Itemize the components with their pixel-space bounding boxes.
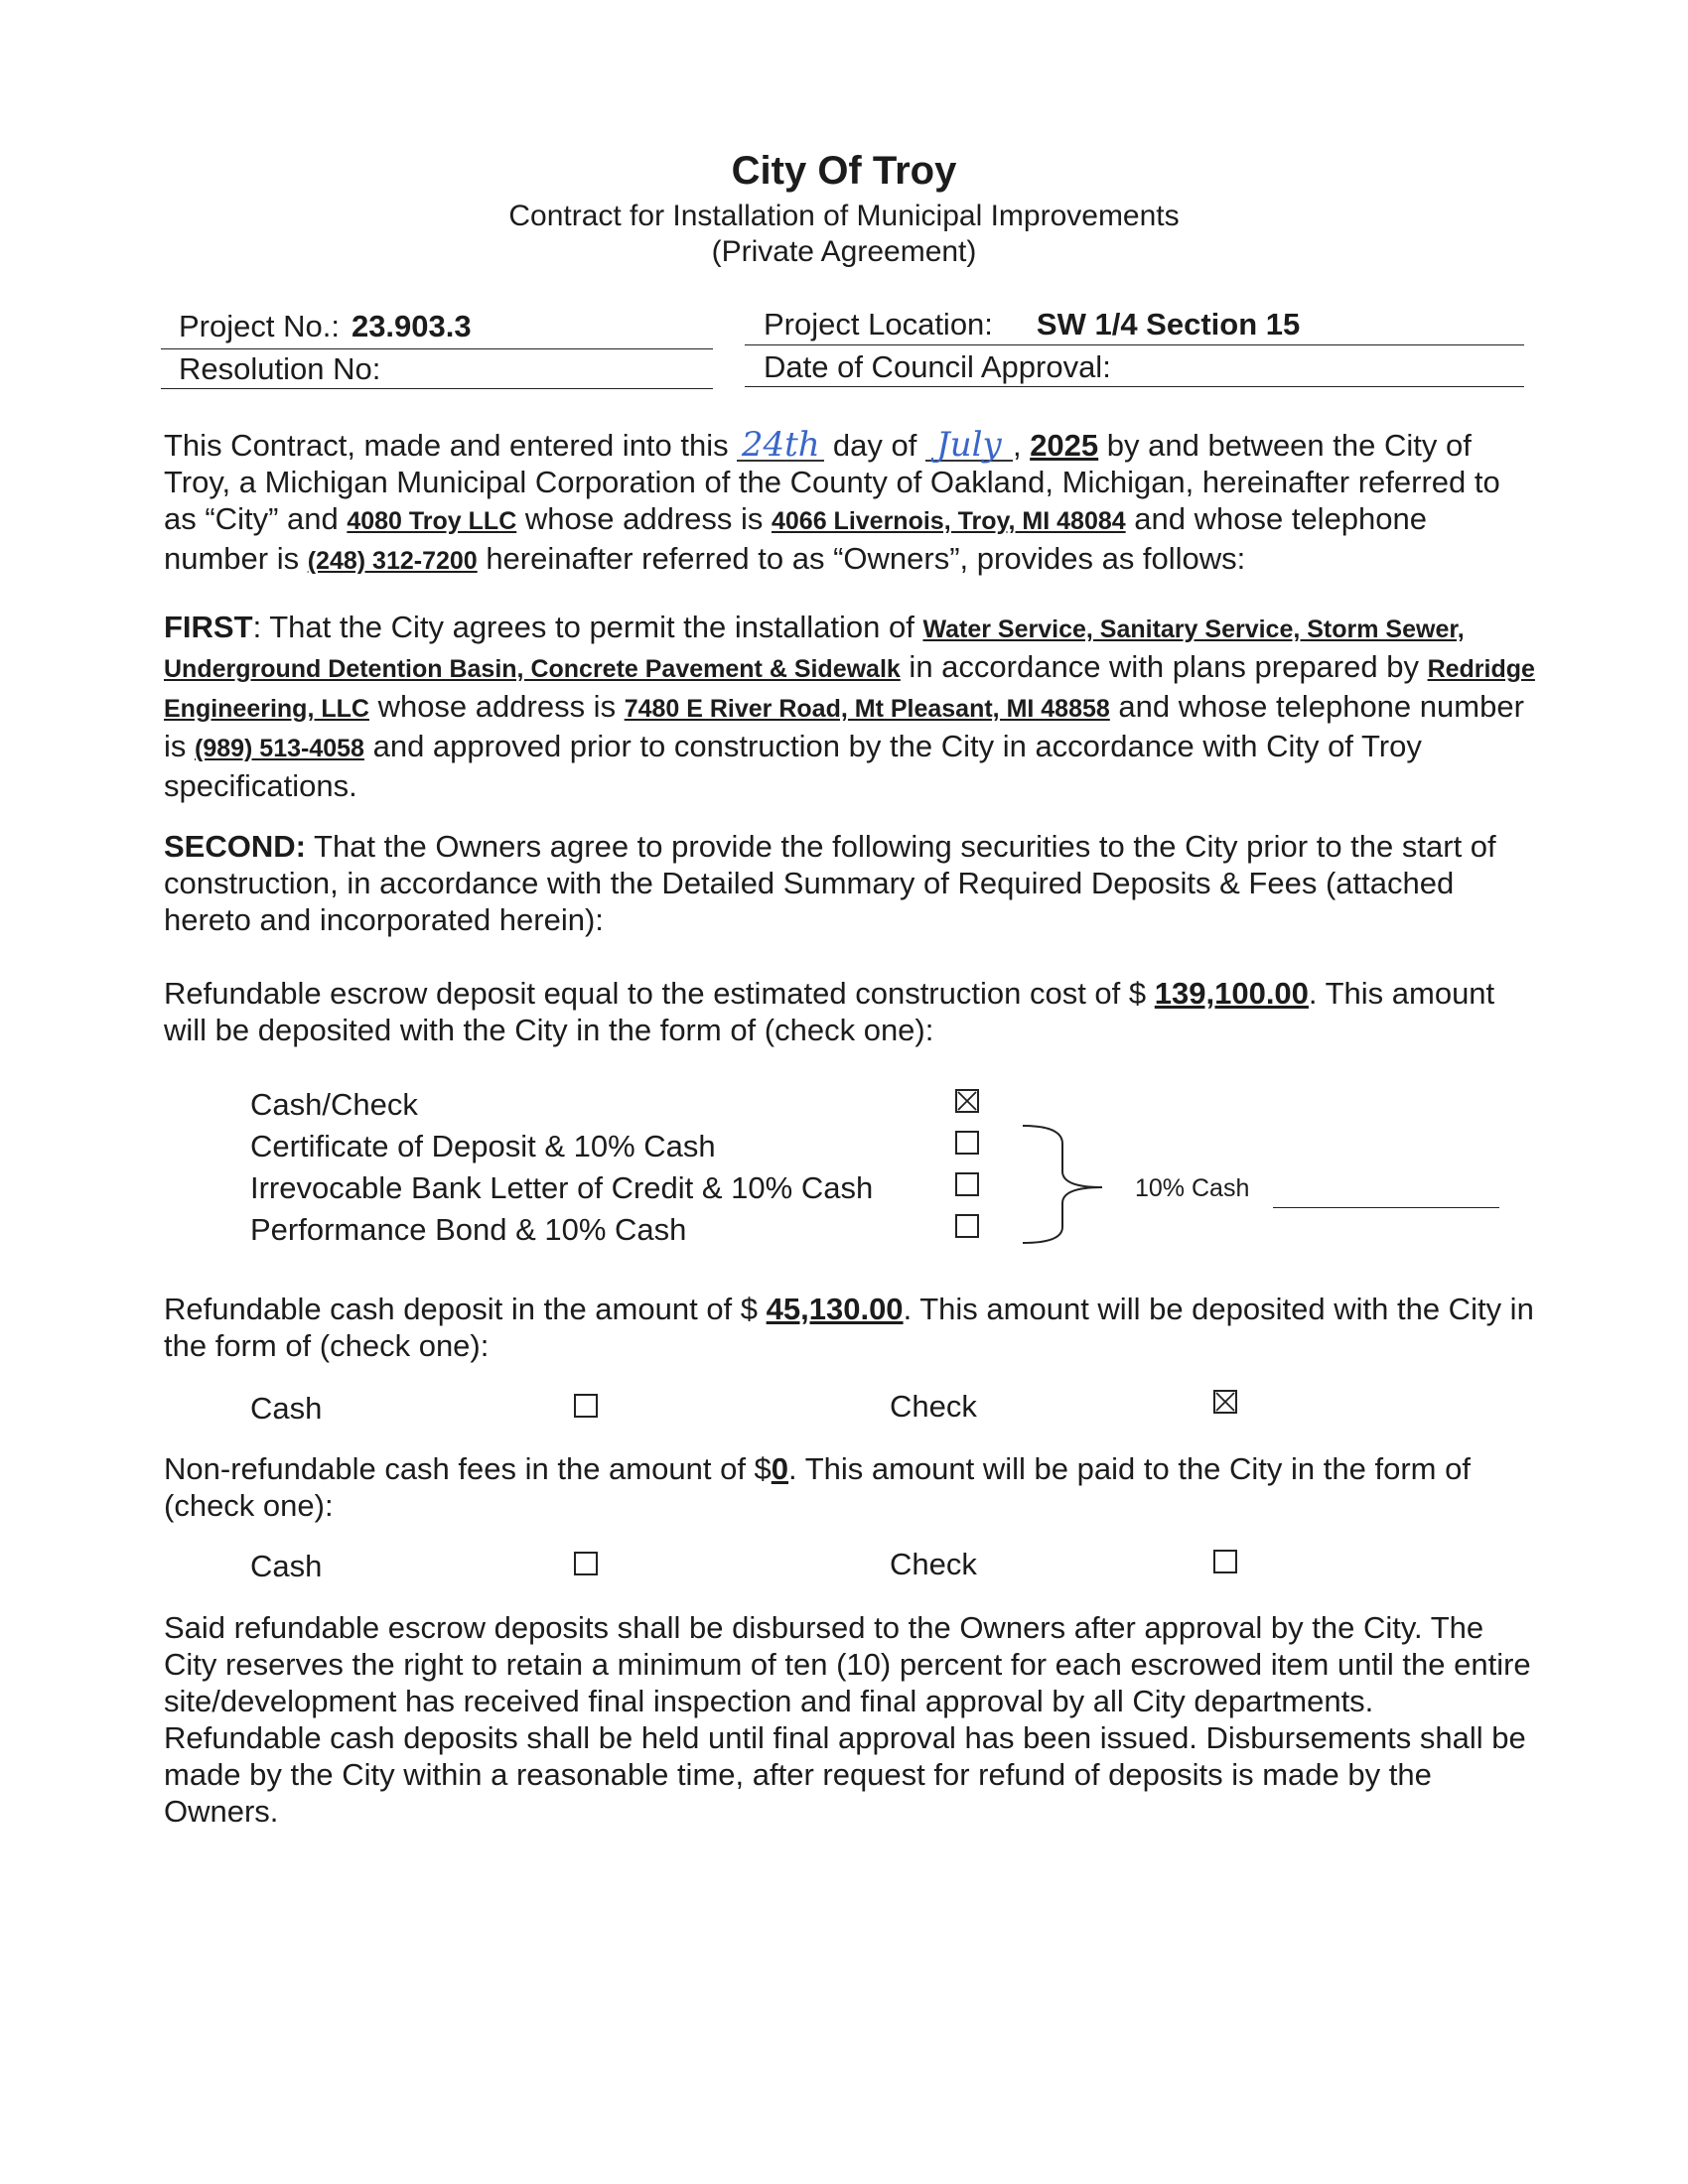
escrow-option-label: Cash/Check	[250, 1087, 418, 1122]
resolution-field	[179, 351, 392, 387]
intro-text: This Contract, made and entered into this	[164, 428, 738, 463]
fees-text: Non-refundable cash fees in the amount of $	[164, 1451, 772, 1486]
escrow-option-label: Certificate of Deposit & 10% Cash	[250, 1129, 716, 1163]
intro-paragraph	[164, 427, 1539, 580]
escrow-text: . This amount will be deposited with the City in the form of (check one):	[164, 976, 1495, 1047]
owner-address: 4066 Livernois, Troy, MI 48084	[771, 507, 1126, 535]
council-approval-rule	[745, 386, 1524, 387]
intro-text: hereinafter referred to as “Owners”, provides as follows:	[477, 541, 1246, 576]
cash-deposit-amount: 45,130.00	[766, 1292, 904, 1326]
checkbox-x-mark-icon	[957, 1091, 977, 1111]
escrow-amount: 139,100.00	[1154, 976, 1309, 1011]
escrow-option-label: Performance Bond & 10% Cash	[250, 1212, 687, 1247]
escrow-paragraph	[164, 975, 1539, 1048]
project-location-value: SW 1/4 Section 15	[1036, 307, 1301, 341]
first-text: whose address is	[368, 689, 625, 724]
closing-paragraph: Said refundable escrow deposits shall be disbursed to the Owners after approval by the City. The City reserves the right to retain a minimum of ten (10) percent for each escrowed item until the entire site/development has received final inspection and final approval by all City departments. Refundable cash deposits shall be held until final approval has been issued. Disbursements shall be made by the City within a reasonable time, after request for refund of deposits is made by the Owners.	[164, 1610, 1531, 1829]
owner-phone: (248) 312-7200	[307, 547, 478, 575]
second-label: SECOND:	[164, 829, 306, 864]
escrow-checkbox[interactable]	[955, 1214, 979, 1238]
cash-deposit-text: Refundable cash deposit in the amount of $	[164, 1292, 767, 1326]
intro-text: and whose telephone number is	[164, 501, 1428, 576]
fees-check-label: Check	[890, 1547, 977, 1581]
improvements-list: Water Service, Sanitary Service, Storm Sewer, Underground Detention Basin, Concrete Pavement & Sidewalk	[164, 615, 1465, 683]
curly-brace-icon	[1018, 1122, 1107, 1246]
intro-text: whose address is	[516, 501, 772, 536]
cash-deposit-check-checkbox[interactable]	[1213, 1390, 1237, 1414]
cash-deposit-text: . This amount will be deposited with the City in the form of (check one):	[164, 1292, 1534, 1363]
project-no-field	[179, 309, 472, 344]
council-approval-label: Date of Council Approval:	[764, 349, 1111, 384]
engineer-address: 7480 E River Road, Mt Pleasant, MI 48858	[624, 695, 1110, 723]
escrow-text: Refundable escrow deposit equal to the estimated construction cost of $	[164, 976, 1155, 1011]
intro-text: by and between the City of Troy, a Michigan Municipal Corporation of the County of Oakland, Michigan, hereinafter referred to as “City” and	[164, 428, 1500, 536]
fees-cash-checkbox[interactable]	[574, 1552, 598, 1575]
checkbox-x-mark-icon	[1215, 1392, 1235, 1412]
first-text: : That the City agrees to permit the installation of	[252, 610, 923, 644]
first-paragraph	[164, 609, 1539, 804]
intro-text: day of	[824, 428, 925, 463]
second-paragraph	[164, 828, 1539, 938]
cash-deposit-cash-checkbox[interactable]	[574, 1394, 598, 1418]
first-label: FIRST	[164, 610, 253, 644]
escrow-checkbox[interactable]	[955, 1131, 979, 1155]
cash-deposit-cash-label: Cash	[250, 1391, 323, 1426]
resolution-rule	[161, 388, 713, 389]
ten-percent-cash-line	[1273, 1207, 1499, 1208]
engineer-name: Redridge Engineering, LLC	[164, 655, 1535, 723]
fees-paragraph	[164, 1450, 1539, 1524]
document-subtitle-2: (Private Agreement)	[711, 235, 977, 268]
project-no-label: Project No.:	[179, 309, 340, 343]
document-subtitle: Contract for Installation of Municipal Improvements	[508, 200, 1180, 232]
project-location-rule	[745, 344, 1524, 345]
project-no-rule	[161, 348, 713, 349]
cash-deposit-check-label: Check	[890, 1389, 977, 1424]
resolution-label: Resolution No:	[179, 351, 381, 386]
first-text: and approved prior to construction by the City in accordance with City of Troy specifications.	[164, 729, 1422, 803]
first-text: in accordance with plans prepared by	[900, 649, 1428, 684]
project-no-value: 23.903.3	[351, 309, 472, 343]
intro-text: ,	[1012, 428, 1031, 463]
council-approval-field	[764, 349, 1123, 385]
second-text: That the Owners agree to provide the following securities to the City prior to the start of construction, in accordance with the Detailed Summary of Required Deposits & Fees (attached hereto and incorporated herein):	[164, 829, 1496, 937]
escrow-option-label: Irrevocable Bank Letter of Credit & 10% Cash	[250, 1170, 874, 1205]
engineer-phone: (989) 513-4058	[195, 735, 364, 762]
first-text: and whose telephone number is	[164, 689, 1524, 763]
cash-deposit-paragraph	[164, 1291, 1539, 1364]
escrow-checkbox[interactable]	[955, 1089, 979, 1113]
project-location-label: Project Location:	[764, 307, 993, 341]
contract-year: 2025	[1030, 428, 1099, 463]
document-title: City Of Troy	[731, 149, 957, 193]
fees-amount: 0	[771, 1451, 789, 1486]
escrow-checkbox[interactable]	[955, 1172, 979, 1196]
project-location-field	[764, 307, 1300, 342]
owner-name: 4080 Troy LLC	[347, 507, 517, 535]
ten-percent-cash-label: 10% Cash	[1135, 1174, 1250, 1202]
handwritten-day: 24th	[737, 430, 824, 462]
fees-cash-label: Cash	[250, 1549, 323, 1583]
fees-check-checkbox[interactable]	[1213, 1550, 1237, 1573]
fees-text: . This amount will be paid to the City in the form of (check one):	[164, 1451, 1471, 1523]
handwritten-month: July	[925, 430, 1013, 462]
